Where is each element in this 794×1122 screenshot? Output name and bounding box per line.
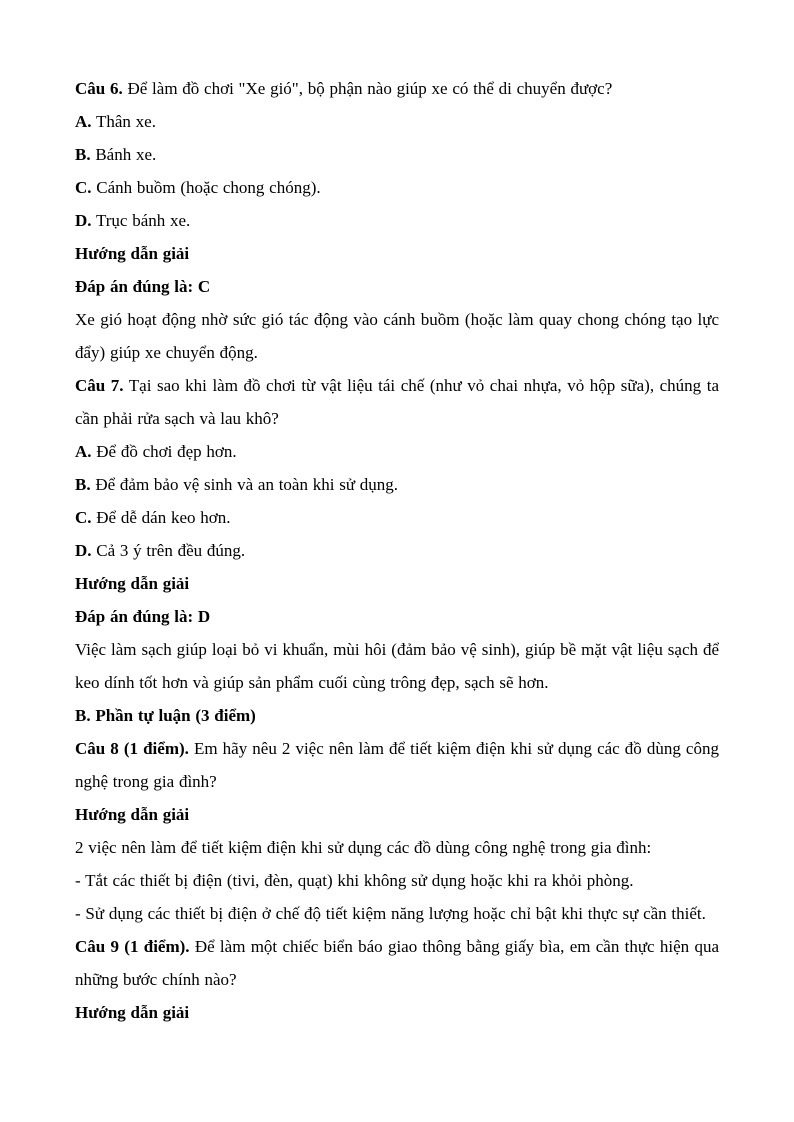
question-8 — [75, 732, 719, 798]
question-7-option-b-text: Để đảm bảo vệ sinh và an toàn khi sử dụng. — [90, 475, 399, 494]
question-6-option-c-text: Cánh buồm (hoặc chong chóng). — [91, 178, 321, 197]
question-6-option-d — [75, 204, 719, 237]
answer-8-point-1 — [75, 864, 719, 897]
question-7-option-a-text: Để đồ chơi đẹp hơn. — [91, 442, 237, 461]
question-6-option-d-text: Trục bánh xe. — [91, 211, 191, 230]
question-6-option-c-label: C. — [75, 178, 92, 197]
answer-6-label: Đáp án đúng là: C — [75, 277, 211, 296]
question-7-text: Tại sao khi làm đồ chơi từ vật liệu tái chế (như vỏ chai nhựa, vỏ hộp sữa), chúng ta cần phải rửa sạch và lau khô? — [75, 376, 719, 428]
question-7-label: Câu 7. — [75, 376, 124, 395]
document-body — [75, 72, 719, 1029]
question-6-option-a-label: A. — [75, 112, 92, 131]
explanation-7-text: Việc làm sạch giúp loại bỏ vi khuẩn, mùi hôi (đảm bảo vệ sinh), giúp bề mặt vật liệu sạch để keo dính tốt hơn và giúp sản phẩm cuối cùng trông đẹp, sạch sẽ hơn. — [75, 640, 719, 692]
explanation-7 — [75, 633, 719, 699]
answer-7 — [75, 600, 719, 633]
answer-8-point-1-text: - Tắt các thiết bị điện (tivi, đèn, quạt) khi không sử dụng hoặc khi ra khỏi phòng. — [75, 871, 634, 890]
question-9-label: Câu 9 (1 điểm). — [75, 937, 190, 956]
question-6-text: Để làm đồ chơi "Xe gió", bộ phận nào giúp xe có thể di chuyển được? — [122, 79, 613, 98]
question-6-option-b-text: Bánh xe. — [90, 145, 157, 164]
solution-heading-9-label: Hướng dẫn giải — [75, 1003, 190, 1022]
solution-heading-7 — [75, 567, 719, 600]
question-7 — [75, 369, 719, 435]
question-8-text: Em hãy nêu 2 việc nên làm để tiết kiệm điện khi sử dụng các đồ dùng công nghệ trong gia đình? — [75, 739, 719, 791]
answer-6 — [75, 270, 719, 303]
solution-heading-8 — [75, 798, 719, 831]
solution-heading-9 — [75, 996, 719, 1029]
question-7-option-d — [75, 534, 719, 567]
question-7-option-d-label: D. — [75, 541, 92, 560]
solution-heading-6 — [75, 237, 719, 270]
question-7-option-c — [75, 501, 719, 534]
question-7-option-b — [75, 468, 719, 501]
question-8-label: Câu 8 (1 điểm). — [75, 739, 189, 758]
question-9 — [75, 930, 719, 996]
question-7-option-c-text: Để dễ dán keo hơn. — [91, 508, 231, 527]
question-7-option-b-label: B. — [75, 475, 91, 494]
question-6-option-a — [75, 105, 719, 138]
section-b-heading — [75, 699, 719, 732]
question-6 — [75, 72, 719, 105]
section-b-heading-label: B. Phần tự luận (3 điểm) — [75, 706, 256, 725]
question-6-option-d-label: D. — [75, 211, 92, 230]
answer-8-point-2-text: - Sử dụng các thiết bị điện ở chế độ tiết kiệm năng lượng hoặc chỉ bật khi thực sự cần thiết. — [75, 904, 706, 923]
question-7-option-d-text: Cả 3 ý trên đều đúng. — [91, 541, 246, 560]
question-6-option-a-text: Thân xe. — [91, 112, 156, 131]
explanation-6 — [75, 303, 719, 369]
question-9-text: Để làm một chiếc biển báo giao thông bằng giấy bìa, em cần thực hiện qua những bước chính nào? — [75, 937, 719, 989]
question-7-option-a — [75, 435, 719, 468]
question-6-label: Câu 6. — [75, 79, 123, 98]
question-6-option-b-label: B. — [75, 145, 91, 164]
solution-heading-7-label: Hướng dẫn giải — [75, 574, 190, 593]
solution-heading-6-label: Hướng dẫn giải — [75, 244, 190, 263]
answer-8-intro-text: 2 việc nên làm để tiết kiệm điện khi sử dụng các đồ dùng công nghệ trong gia đình: — [75, 838, 652, 857]
explanation-6-text: Xe gió hoạt động nhờ sức gió tác động vào cánh buồm (hoặc làm quay chong chóng tạo lực đẩy) giúp xe chuyển động. — [75, 310, 719, 362]
answer-8-intro — [75, 831, 719, 864]
question-7-option-c-label: C. — [75, 508, 92, 527]
answer-8-point-2 — [75, 897, 719, 930]
question-6-option-b — [75, 138, 719, 171]
question-6-option-c — [75, 171, 719, 204]
answer-7-label: Đáp án đúng là: D — [75, 607, 211, 626]
solution-heading-8-label: Hướng dẫn giải — [75, 805, 190, 824]
question-7-option-a-label: A. — [75, 442, 92, 461]
